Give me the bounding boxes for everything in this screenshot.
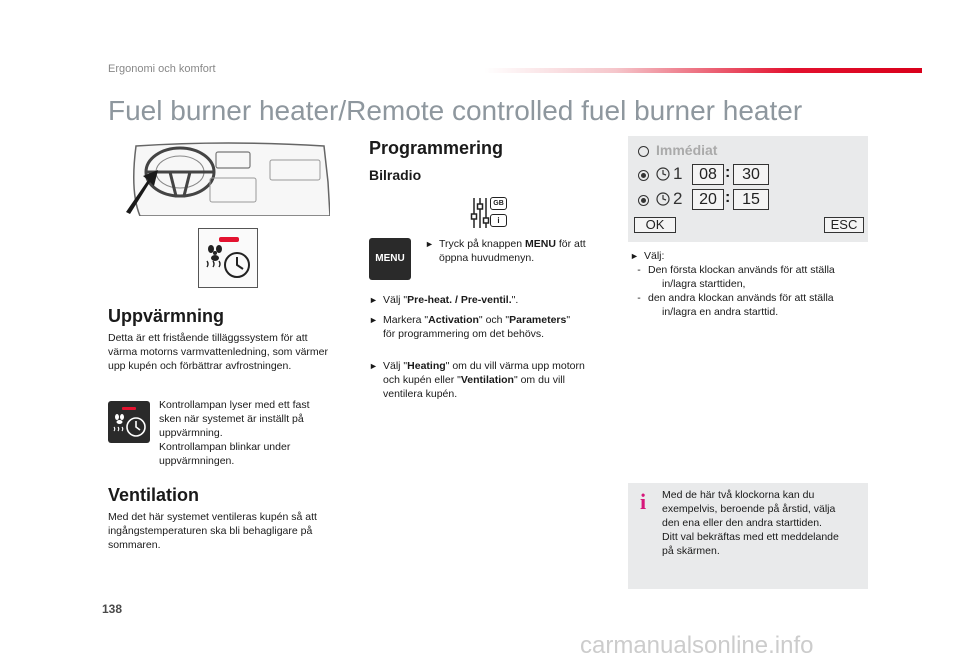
info-icon: i [640, 489, 647, 514]
timer-2-hour[interactable]: 20 [692, 189, 724, 210]
page-title: Fuel burner heater/Remote controlled fuel burner heater [108, 95, 803, 126]
section-label: Ergonomi och komfort [108, 63, 216, 75]
text: ". [511, 294, 519, 306]
immediate-label: Immédiat [656, 142, 718, 158]
text-line: Ditt val bekräftas med ett meddelande [662, 531, 839, 543]
timer-screen [628, 136, 868, 242]
clock-icon [656, 167, 670, 181]
text-line: den andra klockan används för att ställa [648, 292, 834, 304]
text-line: Kontrollampan blinkar under [159, 441, 291, 453]
text-line: den ena eller den andra starttiden. [662, 517, 822, 529]
text: " om du vill värma upp motorn [445, 360, 585, 372]
text: Välj " [383, 294, 408, 306]
header-accent-bar [484, 68, 922, 73]
page-number: 138 [102, 602, 123, 616]
text: " [566, 314, 571, 326]
text-line: värma motorns varmvattenledning, som värmer [108, 346, 328, 358]
text: " om du vill [513, 374, 565, 386]
sliders-icon [470, 196, 490, 230]
heater-lamp-icon [108, 401, 150, 443]
ventilation-description [108, 510, 353, 552]
radio-settings-icon [470, 196, 510, 230]
text-bold: Ventilation [460, 374, 514, 386]
dash: - [637, 264, 641, 276]
watermark: carmanualsonline.info [580, 632, 814, 659]
heading-programming: Programmering [369, 138, 504, 158]
time-separator: : [725, 164, 731, 181]
text-bold: Heating [407, 360, 446, 372]
arrow-bullet-icon: ► [369, 361, 378, 371]
text-line: sommaren. [108, 539, 161, 551]
heating-description [108, 331, 353, 373]
info-box [628, 483, 868, 589]
radio-timer-1[interactable] [638, 170, 649, 181]
text: för programmering om det behövs. [383, 328, 545, 340]
text: Välj " [383, 360, 408, 372]
timer-2-index: 2 [673, 189, 683, 208]
heading-heating: Uppvärmning [108, 306, 225, 326]
step-press-menu [425, 237, 615, 265]
info-text [662, 488, 862, 558]
timer-2-minute[interactable]: 15 [733, 189, 769, 210]
text-line: Med de här två klockorna kan du [662, 489, 815, 501]
arrow-bullet-icon: ► [369, 315, 378, 325]
text-line: Detta är ett fristående tilläggssystem för att [108, 332, 308, 344]
text-bold: Parameters [509, 314, 567, 326]
text: Välj: [644, 250, 665, 262]
step-select-preheat [369, 293, 619, 307]
text-line: Med det här systemet ventileras kupén så att [108, 511, 317, 523]
text-line: uppvärmning. [159, 427, 223, 439]
ok-button[interactable]: OK [634, 217, 676, 233]
text-line: Den första klockan används för att ställa [648, 264, 835, 276]
text-line: uppvärmningen. [159, 455, 235, 467]
dashboard-illustration [124, 142, 330, 216]
esc-button[interactable]: ESC [824, 217, 864, 233]
time-separator: : [725, 189, 731, 206]
arrow-bullet-icon: ► [425, 239, 434, 249]
fan-clock-icon [203, 245, 255, 285]
fan-clock-icon [111, 413, 149, 441]
text-bold: MENU [525, 238, 556, 250]
lamp-indicator [122, 407, 136, 410]
text-line: in/lagra starttiden, [662, 278, 746, 290]
heading-ventilation: Ventilation [108, 485, 200, 505]
text: öppna huvudmenyn. [439, 252, 535, 264]
step-select-heating [369, 359, 619, 401]
timer-1-minute[interactable]: 30 [733, 164, 769, 185]
clock-icon [656, 192, 670, 206]
arrow-bullet-icon: ► [369, 295, 378, 305]
text-line: sken när systemet är inställt på [159, 413, 304, 425]
text: Markera " [383, 314, 429, 326]
dash: - [637, 292, 641, 304]
text-line: exempelvis, beroende på årstid, välja [662, 503, 836, 515]
radio-immediate[interactable] [638, 146, 649, 157]
heading-bilradio: Bilradio [369, 167, 422, 183]
radio-timer-2[interactable] [638, 195, 649, 206]
text-line: in/lagra en andra starttid. [662, 306, 779, 318]
text: " och " [478, 314, 510, 326]
text-bold: Pre-heat. / Pre-ventil. [407, 294, 512, 306]
text-line: upp kupén och förbättrar avfrostningen. [108, 360, 292, 372]
text-line: på skärmen. [662, 545, 720, 557]
text: Tryck på knappen [439, 238, 525, 250]
timer-1-hour[interactable]: 08 [692, 164, 724, 185]
step-mark-activation [369, 313, 619, 341]
info-badge: i [490, 214, 507, 227]
text-line: Kontrollampan lyser med ett fast [159, 399, 310, 411]
heater-control-panel [198, 228, 258, 288]
select-instructions [630, 249, 870, 319]
text: för att [555, 238, 586, 250]
text: och kupén eller " [383, 374, 461, 386]
text-line: ingångstemperaturen ska bli behagligare på [108, 525, 313, 537]
heater-warning-lamp [219, 237, 239, 242]
text-bold: Activation [428, 314, 479, 326]
lamp-description [159, 398, 349, 468]
menu-button-icon: MENU [369, 238, 411, 280]
language-badge: GB [490, 197, 507, 210]
text: ventilera kupén. [383, 388, 458, 400]
timer-1-index: 1 [673, 164, 683, 183]
arrow-bullet-icon: ► [630, 251, 639, 261]
